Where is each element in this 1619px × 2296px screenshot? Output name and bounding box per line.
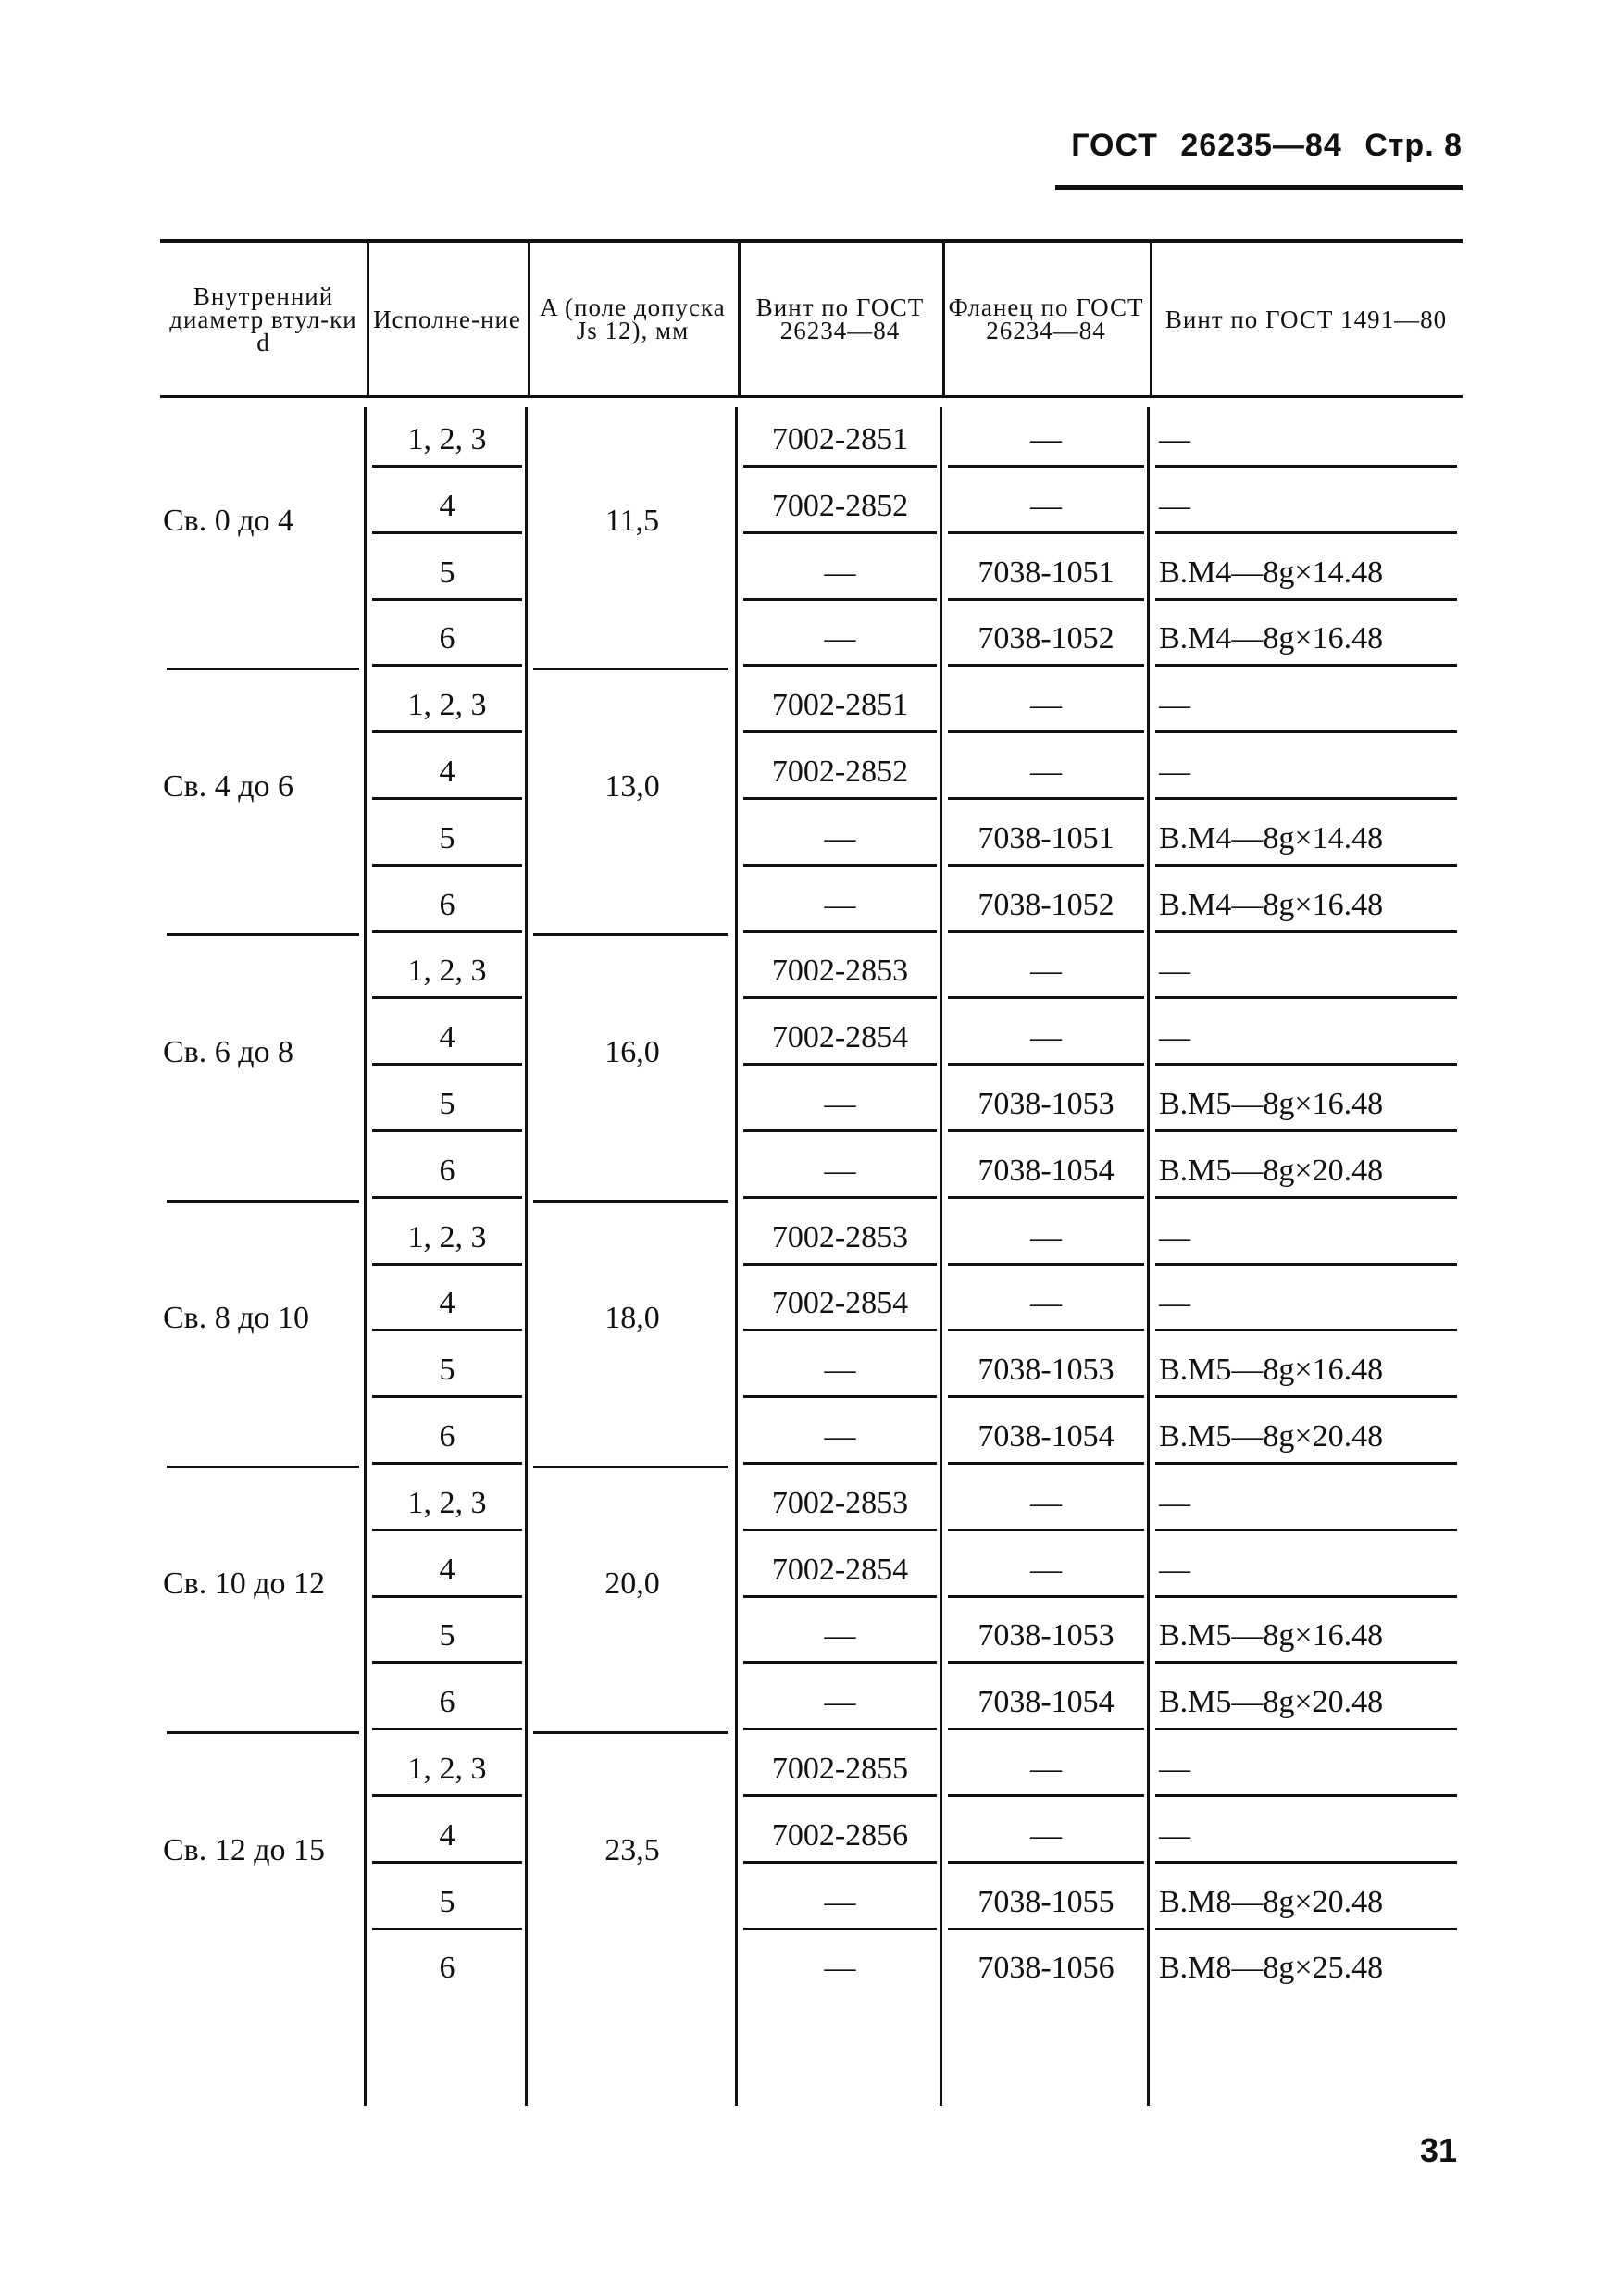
screw-1491-cell: В.М8—8g×25.48 — [1159, 1951, 1384, 1986]
screw-26234-cell: — — [824, 1884, 856, 1919]
flange-26234-cell: — — [1030, 755, 1062, 789]
screw-1491-cell: — — [1159, 755, 1190, 789]
column-divider — [940, 407, 942, 2106]
row-underline — [372, 1129, 522, 1132]
flange-26234-cell: 7038-1053 — [978, 1087, 1115, 1121]
row-underline — [948, 1794, 1144, 1797]
variant-cell: 5 — [439, 820, 455, 855]
variant-cell: 1, 2, 3 — [407, 1485, 487, 1520]
screw-1491-cell: В.М5—8g×20.48 — [1159, 1419, 1384, 1454]
screw-26234-cell: 7002-2854 — [771, 1286, 909, 1321]
a-dimension-value: 16,0 — [604, 1035, 660, 1069]
variant-cell: 5 — [439, 555, 455, 590]
column-divider — [1147, 407, 1150, 2106]
row-underline — [1155, 864, 1457, 867]
a-dimension-value: 13,0 — [604, 768, 660, 804]
a-dimension-value: 23,5 — [604, 1832, 660, 1867]
screw-1491-cell: В.М5—8g×20.48 — [1159, 1685, 1384, 1720]
row-underline — [948, 1928, 1144, 1930]
screw-26234-cell: — — [824, 555, 856, 590]
row-underline — [743, 1595, 937, 1598]
row-underline — [372, 1263, 522, 1266]
row-underline — [372, 1462, 522, 1465]
row-underline — [1155, 797, 1457, 800]
screw-26234-cell: — — [824, 1087, 856, 1121]
flange-26234-cell: 7038-1052 — [978, 621, 1115, 656]
screw-1491-cell: В.М8—8g×20.48 — [1159, 1884, 1384, 1919]
diameter-range-label: Св. 0 до 4 — [163, 503, 294, 538]
screw-26234-cell: — — [824, 621, 856, 656]
flange-26234-cell: — — [1030, 1552, 1062, 1587]
row-underline — [372, 930, 522, 933]
row-underline — [743, 531, 937, 534]
row-underline — [948, 730, 1144, 733]
row-underline — [1155, 930, 1457, 933]
row-underline — [1155, 996, 1457, 999]
group-divider — [167, 1466, 359, 1468]
variant-cell: 1, 2, 3 — [407, 1219, 487, 1254]
flange-26234-cell: — — [1030, 422, 1062, 456]
row-underline — [743, 1129, 937, 1132]
row-underline — [1155, 1529, 1457, 1531]
row-underline — [743, 1263, 937, 1266]
variant-cell: 1, 2, 3 — [407, 422, 487, 456]
row-underline — [372, 996, 522, 999]
header-standard-number: 26235—84 — [1180, 128, 1342, 163]
flange-26234-cell: 7038-1054 — [978, 1419, 1115, 1454]
flange-26234-cell: 7038-1056 — [978, 1951, 1115, 1986]
row-underline — [372, 1329, 522, 1331]
row-underline — [372, 664, 522, 667]
screw-1491-cell: — — [1159, 1219, 1190, 1254]
row-underline — [372, 1661, 522, 1664]
flange-26234-cell: 7038-1053 — [978, 1353, 1115, 1388]
flange-26234-cell: 7038-1051 — [978, 820, 1115, 855]
screw-1491-cell: — — [1159, 422, 1190, 456]
row-underline — [1155, 1661, 1457, 1664]
row-underline — [948, 465, 1144, 468]
screw-26234-cell: 7002-2856 — [771, 1817, 909, 1853]
row-underline — [1155, 730, 1457, 733]
screw-26234-cell: — — [824, 887, 856, 922]
diameter-range-label: Св. 6 до 8 — [163, 1035, 294, 1069]
row-underline — [1155, 1395, 1457, 1398]
row-underline — [948, 1063, 1144, 1066]
row-underline — [948, 1728, 1144, 1730]
screw-1491-cell: В.М4—8g×14.48 — [1159, 555, 1384, 590]
row-underline — [743, 1329, 937, 1331]
row-underline — [743, 730, 937, 733]
group-divider — [167, 1200, 359, 1203]
header-flange-26234: Фланец по ГОСТ 26234—84 — [948, 293, 1144, 344]
group-divider — [167, 668, 359, 670]
column-divider — [364, 407, 367, 2106]
column-divider — [528, 243, 530, 395]
screw-26234-cell: 7002-2852 — [771, 755, 909, 789]
screw-26234-cell: — — [824, 1951, 856, 1986]
screw-26234-cell: — — [824, 1419, 856, 1454]
screw-1491-cell: — — [1159, 688, 1190, 723]
column-divider — [735, 407, 738, 2106]
screw-26234-cell: — — [824, 1353, 856, 1388]
flange-26234-cell: — — [1030, 1485, 1062, 1520]
row-underline — [743, 1529, 937, 1531]
variant-cell: 6 — [439, 1419, 455, 1454]
flange-26234-cell: — — [1030, 488, 1062, 523]
row-underline — [743, 1928, 937, 1930]
row-underline — [372, 465, 522, 468]
screw-1491-cell: — — [1159, 1552, 1190, 1587]
flange-26234-cell: — — [1030, 1817, 1062, 1853]
variant-cell: 6 — [439, 887, 455, 922]
row-underline — [743, 996, 937, 999]
group-divider — [167, 1731, 359, 1734]
screw-1491-cell: В.М4—8g×14.48 — [1159, 820, 1384, 855]
screw-1491-cell: — — [1159, 1485, 1190, 1520]
row-underline — [743, 598, 937, 601]
screw-26234-cell: 7002-2851 — [771, 688, 909, 723]
diameter-range-label: Св. 10 до 12 — [163, 1566, 326, 1602]
page-number: 31 — [1419, 2131, 1457, 2169]
row-underline — [948, 930, 1144, 933]
variant-cell: 4 — [439, 488, 455, 523]
flange-26234-cell: 7038-1054 — [978, 1685, 1115, 1720]
row-underline — [1155, 1928, 1457, 1930]
screw-1491-cell: — — [1159, 954, 1190, 989]
row-underline — [372, 864, 522, 867]
variant-cell: 6 — [439, 1153, 455, 1188]
column-divider — [738, 243, 741, 395]
screw-1491-cell: В.М5—8g×16.48 — [1159, 1618, 1384, 1653]
row-underline — [372, 1063, 522, 1066]
screw-26234-cell: 7002-2852 — [771, 488, 909, 523]
row-underline — [743, 797, 937, 800]
row-underline — [372, 1395, 522, 1398]
row-underline — [948, 1329, 1144, 1331]
row-underline — [372, 1529, 522, 1531]
flange-26234-cell: — — [1030, 1752, 1062, 1786]
header-screw-1491: Винт по ГОСТ 1491—80 — [1164, 305, 1448, 333]
a-dimension-value: 18,0 — [604, 1301, 660, 1336]
screw-26234-cell: 7002-2854 — [771, 1020, 909, 1055]
screw-1491-cell: В.М5—8g×16.48 — [1159, 1353, 1384, 1388]
row-underline — [1155, 1129, 1457, 1132]
row-underline — [1155, 1794, 1457, 1797]
screw-1491-cell: — — [1159, 1817, 1190, 1853]
row-underline — [948, 1129, 1144, 1132]
flange-26234-cell: — — [1030, 1219, 1062, 1254]
row-underline — [743, 1728, 937, 1730]
row-underline — [948, 797, 1144, 800]
row-underline — [743, 930, 937, 933]
variant-cell: 4 — [439, 755, 455, 789]
row-underline — [743, 465, 937, 468]
flange-26234-cell: 7038-1055 — [978, 1884, 1115, 1919]
screw-26234-cell: — — [824, 820, 856, 855]
diameter-range-label: Св. 4 до 6 — [163, 768, 294, 804]
screw-1491-cell: — — [1159, 1752, 1190, 1786]
variant-cell: 5 — [439, 1884, 455, 1919]
row-underline — [948, 664, 1144, 667]
group-divider — [167, 933, 359, 936]
a-dimension-value: 20,0 — [604, 1566, 660, 1602]
screw-1491-cell: В.М4—8g×16.48 — [1159, 887, 1384, 922]
header-screw-26234: Винт по ГОСТ 26234—84 — [755, 293, 925, 344]
flange-26234-cell: — — [1030, 954, 1062, 989]
group-divider — [533, 1200, 728, 1203]
column-divider — [367, 243, 369, 395]
diameter-range-label: Св. 12 до 15 — [163, 1832, 326, 1867]
row-underline — [743, 664, 937, 667]
screw-1491-cell: — — [1159, 488, 1190, 523]
row-underline — [1155, 1263, 1457, 1266]
row-underline — [948, 1263, 1144, 1266]
flange-26234-cell: — — [1030, 1286, 1062, 1321]
row-underline — [372, 1794, 522, 1797]
flange-26234-cell: — — [1030, 688, 1062, 723]
row-underline — [948, 1861, 1144, 1864]
variant-cell: 5 — [439, 1353, 455, 1388]
variant-cell: 4 — [439, 1817, 455, 1853]
header-page: Стр. 8 — [1364, 128, 1463, 163]
screw-26234-cell: — — [824, 1685, 856, 1720]
screw-26234-cell: 7002-2853 — [771, 954, 909, 989]
row-underline — [743, 1196, 937, 1199]
row-underline — [948, 1661, 1144, 1664]
header-gost: ГОСТ — [1071, 128, 1158, 163]
row-underline — [948, 598, 1144, 601]
variant-cell: 1, 2, 3 — [407, 1752, 487, 1786]
row-underline — [948, 531, 1144, 534]
screw-26234-cell: 7002-2853 — [771, 1219, 909, 1254]
row-underline — [1155, 1063, 1457, 1066]
row-underline — [1155, 1861, 1457, 1864]
row-underline — [372, 797, 522, 800]
row-underline — [948, 1462, 1144, 1465]
row-underline — [743, 864, 937, 867]
page-header — [1055, 128, 1463, 190]
column-divider — [1150, 243, 1152, 395]
row-underline — [372, 531, 522, 534]
column-divider — [942, 243, 945, 395]
flange-26234-cell: 7038-1051 — [978, 555, 1115, 590]
row-underline — [372, 598, 522, 601]
screw-1491-cell: — — [1159, 1286, 1190, 1321]
row-underline — [1155, 1329, 1457, 1331]
row-underline — [372, 1861, 522, 1864]
screw-26234-cell: 7002-2854 — [771, 1552, 909, 1587]
variant-cell: 4 — [439, 1286, 455, 1321]
variant-cell: 5 — [439, 1087, 455, 1121]
variant-cell: 4 — [439, 1020, 455, 1055]
variant-cell: 6 — [439, 1951, 455, 1986]
flange-26234-cell: 7038-1054 — [978, 1153, 1115, 1188]
group-divider — [533, 933, 728, 936]
diameter-range-label: Св. 8 до 10 — [163, 1301, 310, 1336]
a-dimension-value: 11,5 — [604, 503, 660, 538]
screw-1491-cell: В.М5—8g×16.48 — [1159, 1087, 1384, 1121]
variant-cell: 4 — [439, 1552, 455, 1587]
row-underline — [743, 1063, 937, 1066]
variant-cell: 5 — [439, 1618, 455, 1653]
row-underline — [1155, 1196, 1457, 1199]
variant-cell: 6 — [439, 1685, 455, 1720]
group-divider — [533, 668, 728, 670]
screw-26234-cell: — — [824, 1618, 856, 1653]
row-underline — [1155, 664, 1457, 667]
row-underline — [1155, 531, 1457, 534]
row-underline — [1155, 1728, 1457, 1730]
screw-26234-cell: 7002-2851 — [771, 422, 909, 456]
screw-1491-cell: — — [1159, 1020, 1190, 1055]
variant-cell: 6 — [439, 621, 455, 656]
screw-26234-cell: 7002-2855 — [771, 1752, 909, 1786]
row-underline — [948, 1529, 1144, 1531]
row-underline — [743, 1395, 937, 1398]
header-inner-diameter: Внутренний диаметр втул-ки d — [169, 281, 357, 356]
flange-26234-cell: — — [1030, 1020, 1062, 1055]
row-underline — [1155, 1462, 1457, 1465]
row-underline — [1155, 465, 1457, 468]
row-underline — [743, 1794, 937, 1797]
row-underline — [372, 730, 522, 733]
row-underline — [372, 1928, 522, 1930]
row-underline — [948, 996, 1144, 999]
screw-1491-cell: В.М5—8g×20.48 — [1159, 1153, 1384, 1188]
group-divider — [533, 1466, 728, 1468]
row-underline — [372, 1196, 522, 1199]
row-underline — [1155, 1595, 1457, 1598]
header-variant: Исполне-ние — [373, 305, 521, 333]
row-underline — [372, 1595, 522, 1598]
screw-1491-cell: В.М4—8g×16.48 — [1159, 621, 1384, 656]
row-underline — [743, 1661, 937, 1664]
row-underline — [948, 864, 1144, 867]
table-header-rule — [160, 395, 1463, 398]
row-underline — [948, 1196, 1144, 1199]
row-underline — [1155, 598, 1457, 601]
row-underline — [948, 1595, 1144, 1598]
header-a-dimension: A (поле допуска Js 12), мм — [540, 293, 726, 344]
variant-cell: 1, 2, 3 — [407, 954, 487, 989]
row-underline — [948, 1395, 1144, 1398]
row-underline — [743, 1462, 937, 1465]
flange-26234-cell: 7038-1053 — [978, 1618, 1115, 1653]
row-underline — [743, 1861, 937, 1864]
screw-26234-cell: — — [824, 1153, 856, 1188]
column-divider — [525, 407, 528, 2106]
row-underline — [372, 1728, 522, 1730]
screw-26234-cell: 7002-2853 — [771, 1485, 909, 1520]
flange-26234-cell: 7038-1052 — [978, 887, 1115, 922]
group-divider — [533, 1731, 728, 1734]
variant-cell: 1, 2, 3 — [407, 688, 487, 723]
